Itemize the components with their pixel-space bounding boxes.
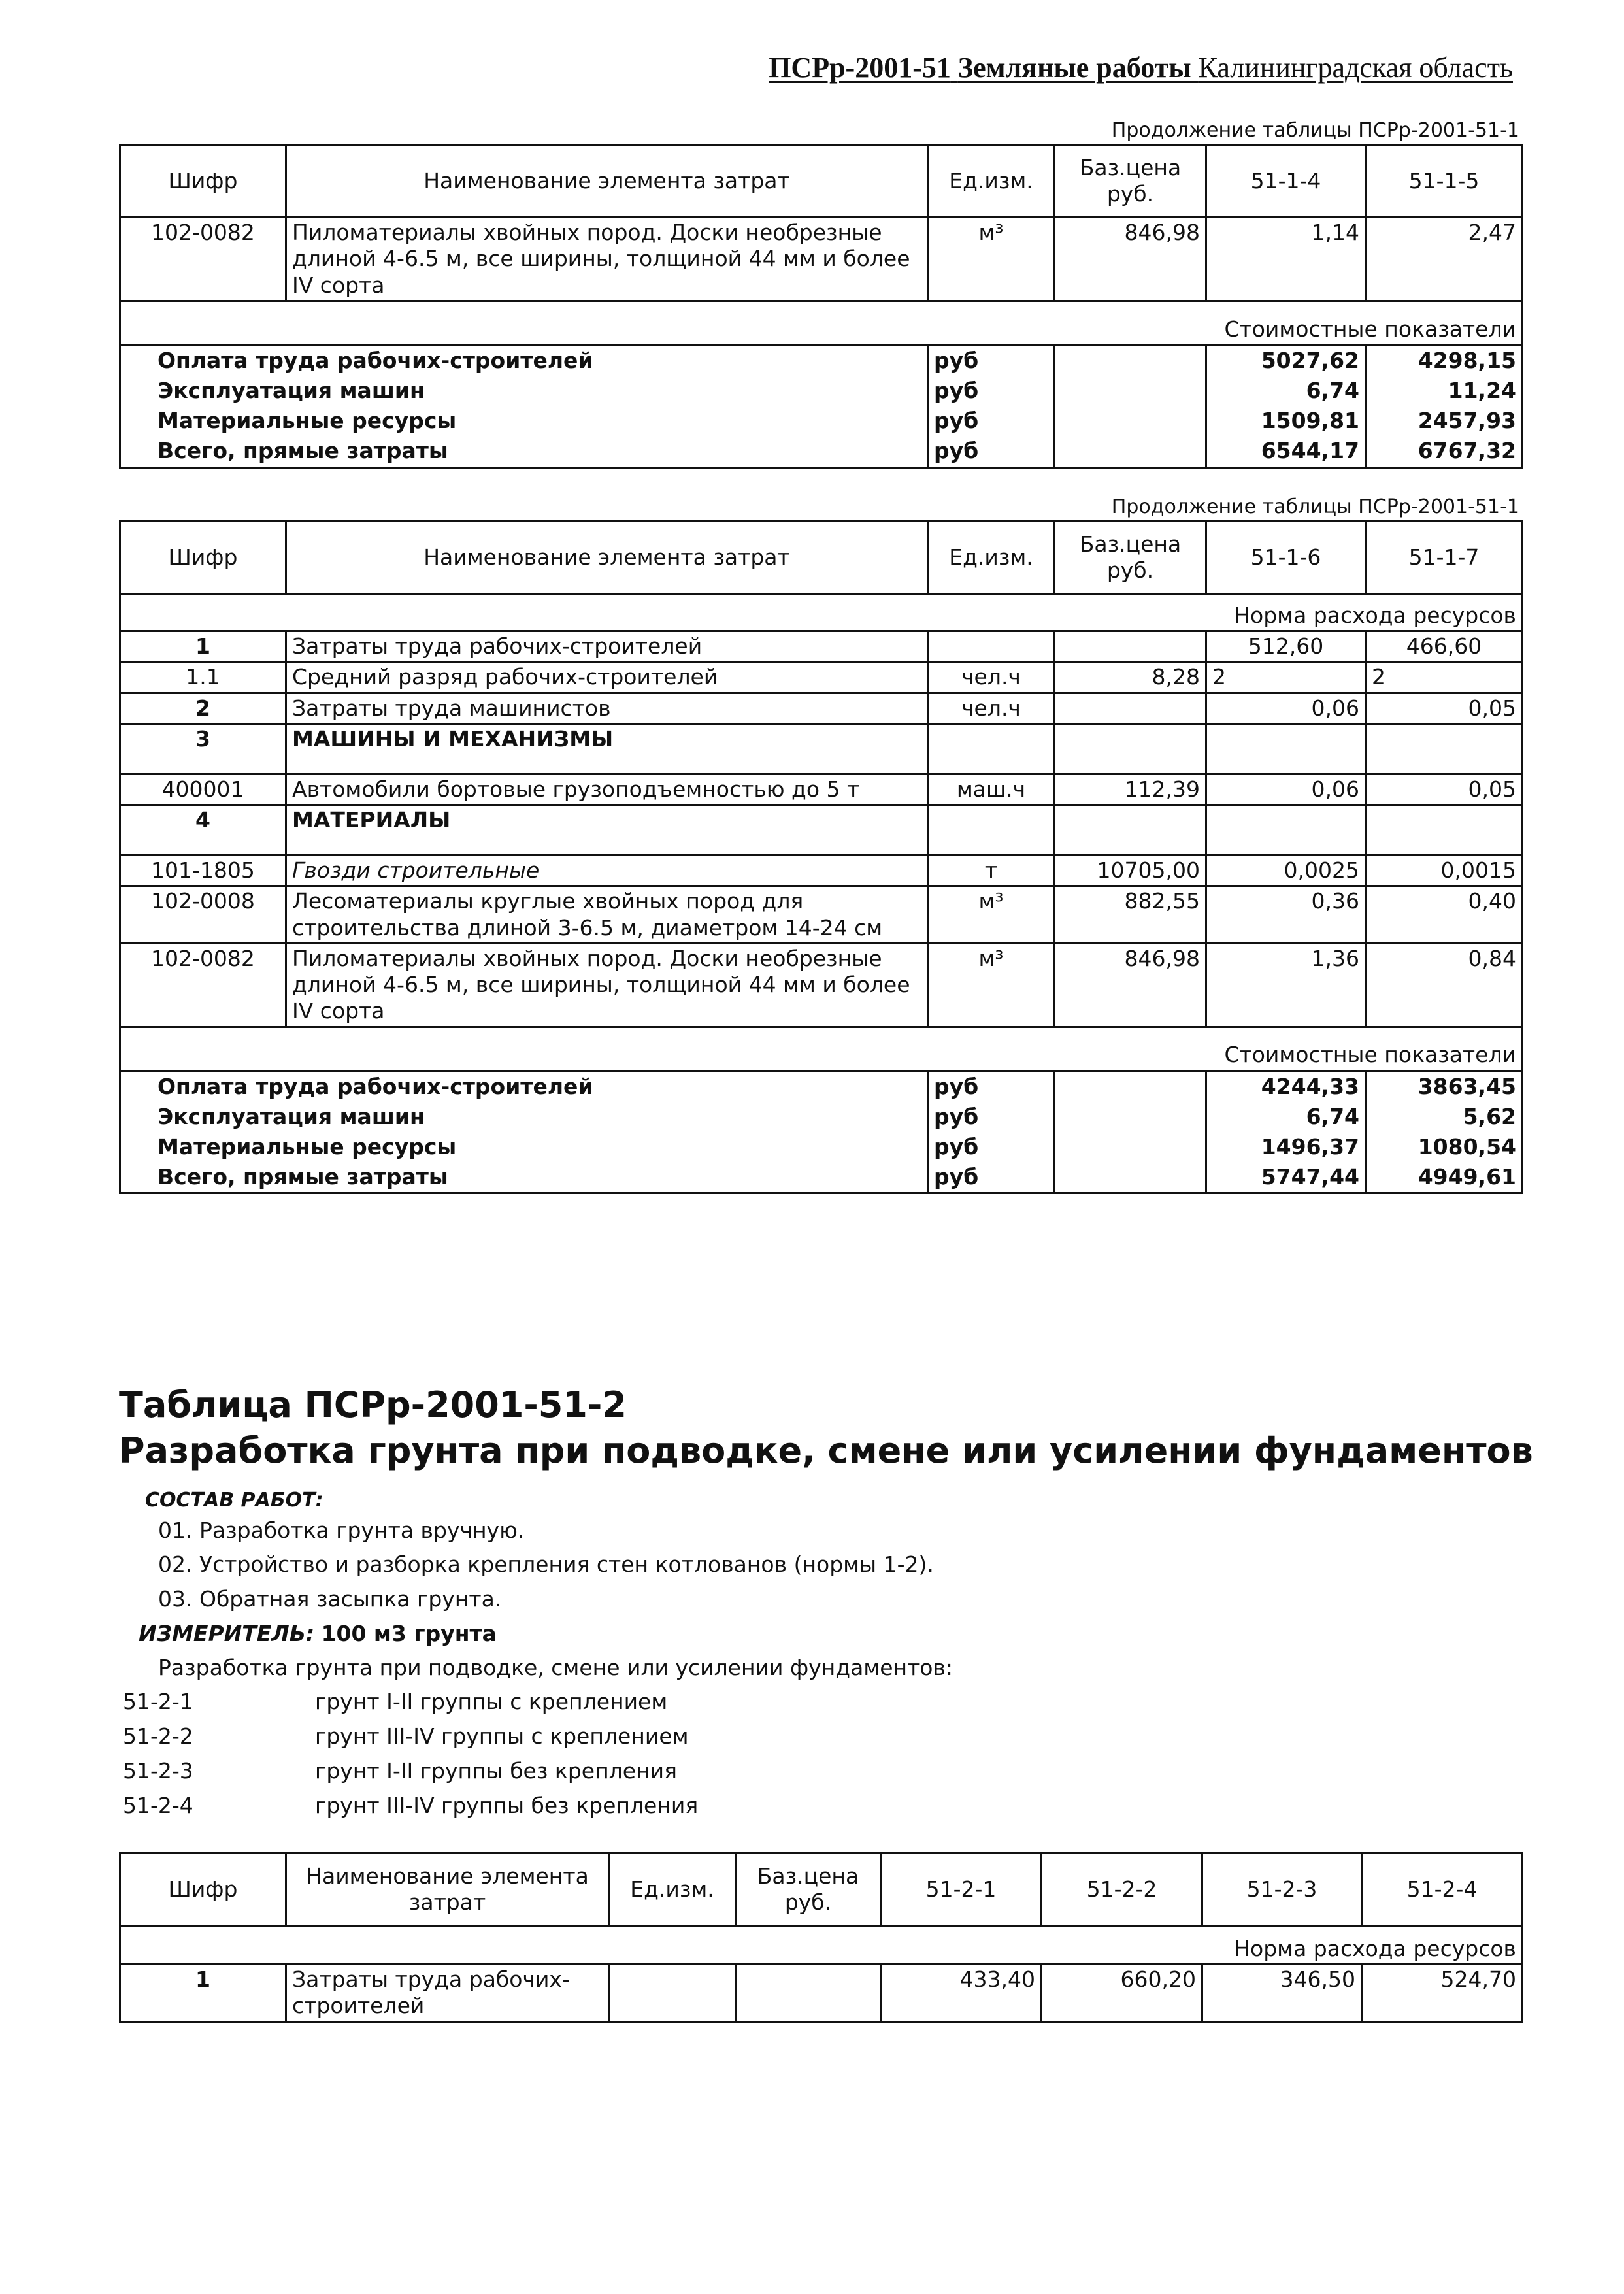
cost-price-empty bbox=[1055, 344, 1206, 376]
col-price-header: Баз.цена руб. bbox=[736, 1853, 881, 1926]
row-code: 400001 bbox=[120, 774, 286, 805]
cost-row bbox=[120, 376, 1523, 406]
continuation-label-1: Продолжение таблицы ПСРр-2001-51-1 bbox=[1111, 119, 1519, 142]
row-name: Лесоматериалы круглые хвойных пород для строительства длиной 3-6.5 м, диаметром 14-24 см bbox=[286, 886, 928, 944]
norm-code: 51-2-4 bbox=[123, 1793, 193, 1818]
cost-heading: Стоимостные показатели bbox=[120, 301, 1523, 344]
cost-heading: Стоимостные показатели bbox=[120, 1027, 1523, 1071]
cost-price-empty bbox=[1055, 436, 1206, 467]
col-norm-1-header: 51-1-6 bbox=[1206, 522, 1366, 594]
row-value-4: 524,70 bbox=[1362, 1965, 1523, 2022]
col-code-header: Шифр bbox=[120, 1853, 286, 1926]
row-value-1: 512,60 bbox=[1206, 631, 1366, 662]
row-code: 2 bbox=[120, 693, 286, 723]
cost-name: Эксплуатация машин bbox=[120, 376, 928, 406]
row-code: 1.1 bbox=[120, 662, 286, 693]
row-name: Гвозди строительные bbox=[286, 856, 928, 886]
meter-label: ИЗМЕРИТЕЛЬ: bbox=[139, 1621, 315, 1646]
cost-value-2: 3863,45 bbox=[1366, 1071, 1523, 1102]
cost-price-empty bbox=[1055, 376, 1206, 406]
row-price bbox=[1055, 631, 1206, 662]
norms-intro: Разработка грунта при подводке, смене или усилении фундаментов: bbox=[158, 1655, 953, 1680]
cost-unit: руб bbox=[928, 436, 1055, 467]
cost-name: Всего, прямые затраты bbox=[120, 436, 928, 467]
cost-name: Материальные ресурсы bbox=[120, 1132, 928, 1162]
table-row bbox=[120, 631, 1523, 662]
section-code: 4 bbox=[120, 805, 286, 856]
row-price: 882,55 bbox=[1055, 886, 1206, 944]
row-unit: чел.ч bbox=[928, 693, 1055, 723]
norm-desc: грунт III-IV группы с креплением bbox=[315, 1723, 689, 1749]
cost-unit: руб bbox=[928, 344, 1055, 376]
cost-row bbox=[120, 406, 1523, 436]
row-code: 102-0082 bbox=[120, 218, 286, 301]
section-title: МАТЕРИАЛЫ bbox=[286, 805, 928, 856]
continuation-label-2: Продолжение таблицы ПСРр-2001-51-1 bbox=[1111, 495, 1519, 518]
cost-price-empty bbox=[1055, 1071, 1206, 1102]
cost-heading-row bbox=[120, 1027, 1523, 1071]
meter-value: 100 м3 грунта bbox=[321, 1621, 497, 1646]
row-code: 102-0008 bbox=[120, 886, 286, 944]
row-value-1: 0,06 bbox=[1206, 774, 1366, 805]
col-norm-3-header: 51-2-3 bbox=[1202, 1853, 1362, 1926]
row-unit bbox=[609, 1965, 736, 2022]
table-row bbox=[120, 774, 1523, 805]
row-unit: м³ bbox=[928, 943, 1055, 1027]
meter-line bbox=[139, 1621, 497, 1646]
row-name: Затраты труда рабочих-строителей bbox=[286, 1965, 609, 2022]
col-unit-header: Ед.изм. bbox=[928, 522, 1055, 594]
cost-value-2: 5,62 bbox=[1366, 1102, 1523, 1132]
col-code-header: Шифр bbox=[120, 145, 286, 218]
cost-unit: руб bbox=[928, 1162, 1055, 1193]
cost-unit: руб bbox=[928, 1071, 1055, 1102]
col-norm-2-header: 51-1-5 bbox=[1366, 145, 1523, 218]
row-value-1: 2 bbox=[1206, 662, 1366, 693]
table-row bbox=[120, 943, 1523, 1027]
col-name-header: Наименование элемента затрат bbox=[286, 145, 928, 218]
table-2-header-row bbox=[120, 1853, 1523, 1926]
norm-code: 51-2-2 bbox=[123, 1723, 193, 1749]
norm-code: 51-2-3 bbox=[123, 1758, 193, 1784]
row-value-2: 0,05 bbox=[1366, 774, 1523, 805]
row-code: 1 bbox=[120, 1965, 286, 2022]
row-name: Средний разряд рабочих-строителей bbox=[286, 662, 928, 693]
col-norm-4-header: 51-2-4 bbox=[1362, 1853, 1523, 1926]
cost-value-2: 1080,54 bbox=[1366, 1132, 1523, 1162]
norm-desc: грунт I-II группы с креплением bbox=[315, 1689, 668, 1714]
col-code-header: Шифр bbox=[120, 522, 286, 594]
cost-value-2: 11,24 bbox=[1366, 376, 1523, 406]
cost-value-1: 4244,33 bbox=[1206, 1071, 1366, 1102]
cost-name: Эксплуатация машин bbox=[120, 1102, 928, 1132]
table-b-header-row bbox=[120, 522, 1523, 594]
table-row bbox=[120, 1965, 1523, 2022]
cost-value-1: 6,74 bbox=[1206, 1102, 1366, 1132]
cost-row bbox=[120, 436, 1523, 467]
works-label: СОСТАВ РАБОТ: bbox=[145, 1489, 323, 1512]
section-row bbox=[120, 805, 1523, 856]
col-norm-2-header: 51-2-2 bbox=[1042, 1853, 1202, 1926]
norm-desc: грунт III-IV группы без крепления bbox=[315, 1793, 699, 1818]
cost-value-2: 6767,32 bbox=[1366, 436, 1523, 467]
row-unit: чел.ч bbox=[928, 662, 1055, 693]
cost-value-2: 4949,61 bbox=[1366, 1162, 1523, 1193]
row-unit: м³ bbox=[928, 886, 1055, 944]
row-value-2: 0,05 bbox=[1366, 693, 1523, 723]
section-code: 3 bbox=[120, 723, 286, 774]
page-header bbox=[769, 51, 1513, 84]
row-unit bbox=[928, 631, 1055, 662]
cost-unit: руб bbox=[928, 406, 1055, 436]
row-code: 101-1805 bbox=[120, 856, 286, 886]
table-2 bbox=[119, 1852, 1523, 2023]
col-norm-2-header: 51-1-7 bbox=[1366, 522, 1523, 594]
row-value-1: 0,06 bbox=[1206, 693, 1366, 723]
cost-row bbox=[120, 344, 1523, 376]
cost-unit: руб bbox=[928, 376, 1055, 406]
row-name: Затраты труда рабочих-строителей bbox=[286, 631, 928, 662]
cost-row bbox=[120, 1132, 1523, 1162]
row-value-2: 0,0015 bbox=[1366, 856, 1523, 886]
cost-price-empty bbox=[1055, 1102, 1206, 1132]
row-unit: т bbox=[928, 856, 1055, 886]
row-value-2: 466,60 bbox=[1366, 631, 1523, 662]
table-row bbox=[120, 886, 1523, 944]
cost-value-2: 2457,93 bbox=[1366, 406, 1523, 436]
norm-desc: грунт I-II группы без крепления bbox=[315, 1758, 677, 1784]
row-price: 846,98 bbox=[1055, 943, 1206, 1027]
cost-row bbox=[120, 1071, 1523, 1102]
cost-price-empty bbox=[1055, 406, 1206, 436]
header-code: ПСРр-2001-51 bbox=[769, 52, 951, 84]
cost-name: Оплата труда рабочих-строителей bbox=[120, 344, 928, 376]
row-name: Пиломатериалы хвойных пород. Доски необрезные длиной 4-6.5 м, все ширины, толщиной 44 мм и более IV сорта bbox=[286, 218, 928, 301]
norm-heading: Норма расхода ресурсов bbox=[120, 594, 1523, 631]
row-value-1: 1,36 bbox=[1206, 943, 1366, 1027]
work-item: 02. Устройство и разборка крепления стен котлованов (нормы 1-2). bbox=[158, 1552, 934, 1577]
table-row bbox=[120, 856, 1523, 886]
header-title: Земляные работы bbox=[957, 52, 1191, 84]
cost-row bbox=[120, 1162, 1523, 1193]
table-row bbox=[120, 662, 1523, 693]
table-b bbox=[119, 520, 1523, 1194]
row-value-3: 346,50 bbox=[1202, 1965, 1362, 2022]
work-item: 01. Разработка грунта вручную. bbox=[158, 1518, 525, 1543]
row-value-2: 2 bbox=[1366, 662, 1523, 693]
row-value-1: 0,0025 bbox=[1206, 856, 1366, 886]
col-name-header: Наименование элемента затрат bbox=[286, 522, 928, 594]
cost-value-1: 1509,81 bbox=[1206, 406, 1366, 436]
row-price: 846,98 bbox=[1055, 218, 1206, 301]
col-norm-1-header: 51-1-4 bbox=[1206, 145, 1366, 218]
row-value-1: 433,40 bbox=[881, 1965, 1042, 2022]
cost-value-1: 6,74 bbox=[1206, 376, 1366, 406]
table-row bbox=[120, 218, 1523, 301]
cost-value-1: 5027,62 bbox=[1206, 344, 1366, 376]
row-name: Затраты труда машинистов bbox=[286, 693, 928, 723]
col-price-header: Баз.цена руб. bbox=[1055, 145, 1206, 218]
cost-unit: руб bbox=[928, 1132, 1055, 1162]
section-title: МАШИНЫ И МЕХАНИЗМЫ bbox=[286, 723, 928, 774]
col-unit-header: Ед.изм. bbox=[928, 145, 1055, 218]
row-value-2: 0,40 bbox=[1366, 886, 1523, 944]
norm-heading-row bbox=[120, 1926, 1523, 1965]
row-price bbox=[736, 1965, 881, 2022]
row-price: 8,28 bbox=[1055, 662, 1206, 693]
row-code: 102-0082 bbox=[120, 943, 286, 1027]
header-region: Калининградская область bbox=[1198, 52, 1513, 84]
cost-value-1: 6544,17 bbox=[1206, 436, 1366, 467]
row-code: 1 bbox=[120, 631, 286, 662]
norm-heading: Норма расхода ресурсов bbox=[120, 1926, 1523, 1965]
cost-heading-row bbox=[120, 301, 1523, 344]
norm-heading-row bbox=[120, 594, 1523, 631]
section-row bbox=[120, 723, 1523, 774]
row-name: Пиломатериалы хвойных пород. Доски необрезные длиной 4-6.5 м, все ширины, толщиной 44 мм и более IV сорта bbox=[286, 943, 928, 1027]
row-value-1: 1,14 bbox=[1206, 218, 1366, 301]
table-row bbox=[120, 693, 1523, 723]
row-price: 10705,00 bbox=[1055, 856, 1206, 886]
cost-value-1: 1496,37 bbox=[1206, 1132, 1366, 1162]
cost-value-1: 5747,44 bbox=[1206, 1162, 1366, 1193]
row-unit: маш.ч bbox=[928, 774, 1055, 805]
table2-subtitle: Разработка грунта при подводке, смене или усилении фундаментов bbox=[119, 1430, 1533, 1471]
norm-code: 51-2-1 bbox=[123, 1689, 193, 1714]
col-name-header: Наименование элемента затрат bbox=[286, 1853, 609, 1926]
table2-title: Таблица ПСРр-2001-51-2 bbox=[119, 1384, 627, 1425]
col-unit-header: Ед.изм. bbox=[609, 1853, 736, 1926]
cost-name: Оплата труда рабочих-строителей bbox=[120, 1071, 928, 1102]
table-a-header-row bbox=[120, 145, 1523, 218]
row-unit: м³ bbox=[928, 218, 1055, 301]
cost-price-empty bbox=[1055, 1132, 1206, 1162]
work-item: 03. Обратная засыпка грунта. bbox=[158, 1586, 502, 1612]
cost-price-empty bbox=[1055, 1162, 1206, 1193]
col-norm-1-header: 51-2-1 bbox=[881, 1853, 1042, 1926]
cost-name: Всего, прямые затраты bbox=[120, 1162, 928, 1193]
table-a bbox=[119, 144, 1523, 469]
row-value-2: 0,84 bbox=[1366, 943, 1523, 1027]
cost-unit: руб bbox=[928, 1102, 1055, 1132]
row-value-2: 2,47 bbox=[1366, 218, 1523, 301]
row-value-2: 660,20 bbox=[1042, 1965, 1202, 2022]
cost-row bbox=[120, 1102, 1523, 1132]
cost-value-2: 4298,15 bbox=[1366, 344, 1523, 376]
cost-name: Материальные ресурсы bbox=[120, 406, 928, 436]
row-price bbox=[1055, 693, 1206, 723]
col-price-header: Баз.цена руб. bbox=[1055, 522, 1206, 594]
row-name: Автомобили бортовые грузоподъемностью до 5 т bbox=[286, 774, 928, 805]
row-price: 112,39 bbox=[1055, 774, 1206, 805]
row-value-1: 0,36 bbox=[1206, 886, 1366, 944]
